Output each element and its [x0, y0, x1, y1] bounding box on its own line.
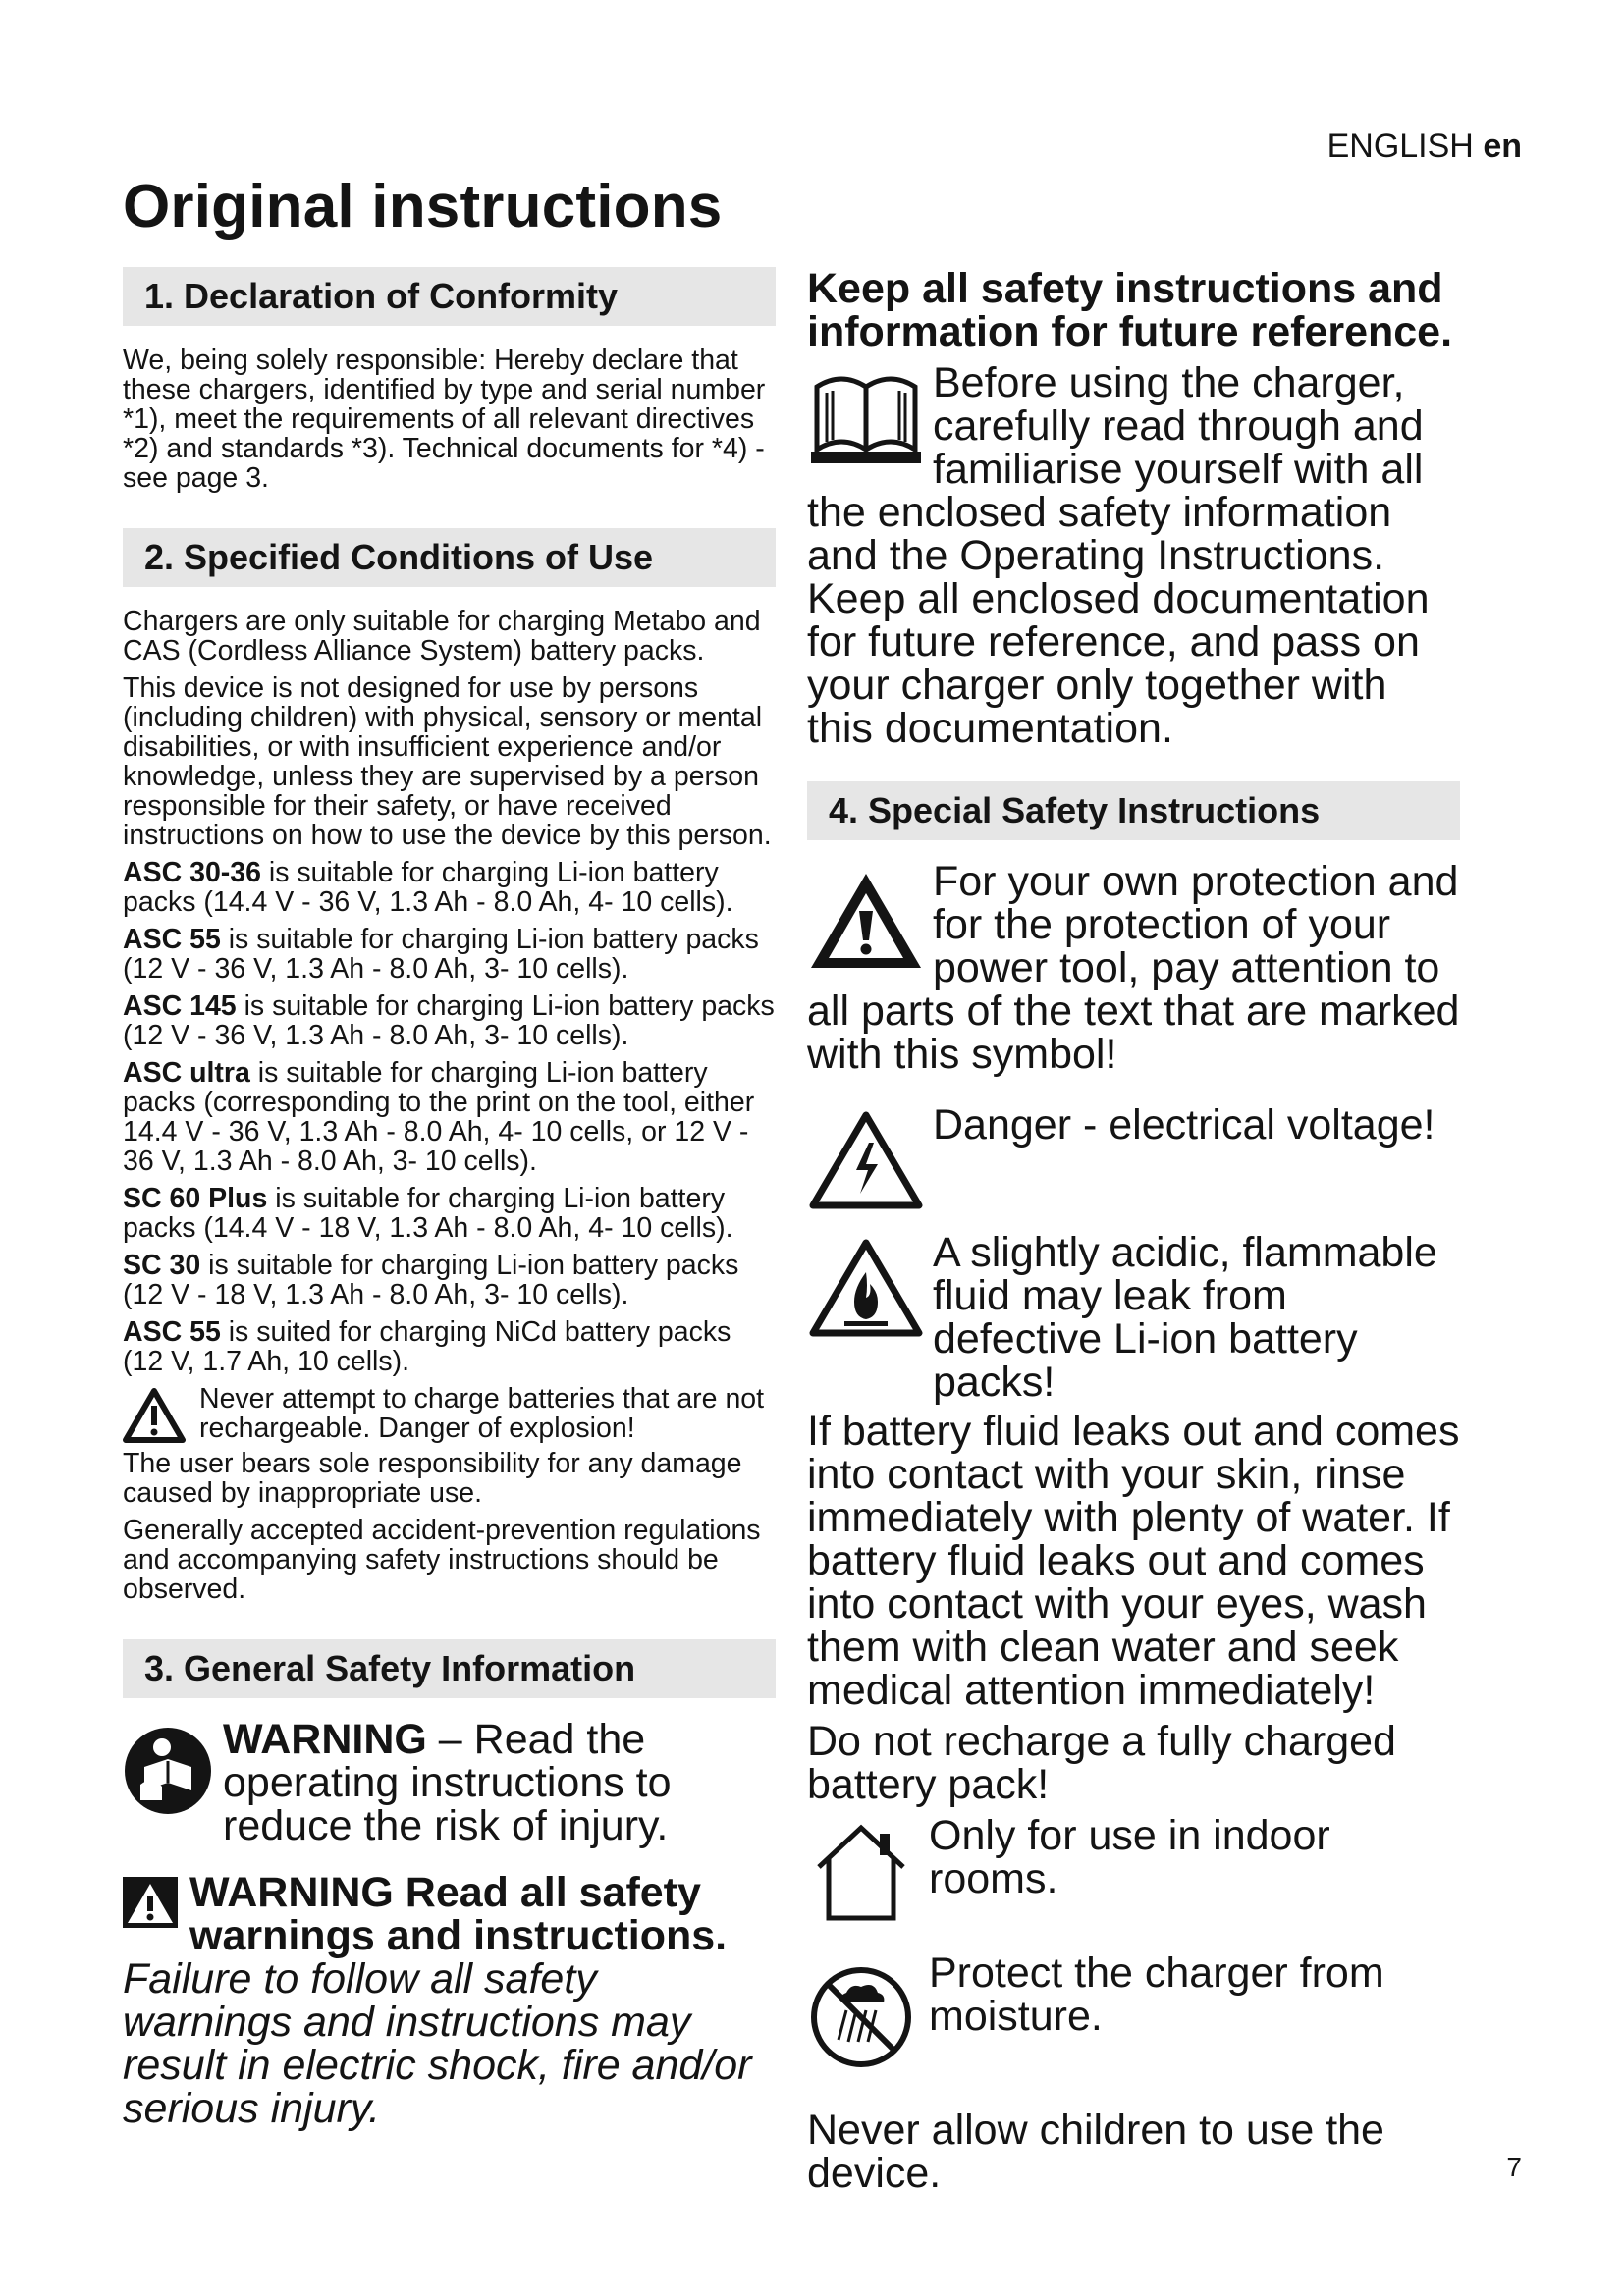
- moisture-block: [807, 1951, 1460, 2071]
- children-text: Never allow children to use the device.: [807, 2107, 1384, 2197]
- flammable-icon: [807, 1237, 925, 1339]
- language-label: ENGLISH: [1326, 128, 1474, 165]
- model-text: is suitable for charging Li-ion battery packs (corresponding to the print on the tool, either 14.4 V - 36 V, 1.3 Ah - 8.0 Ah, 4- 10 cells, or 12 V - 36 V, 1.3 Ah - 8.0 Ah, 3- 10 cells).: [123, 1057, 755, 1177]
- read-manual-icon: [123, 1726, 213, 1816]
- protection-block: [807, 860, 1460, 1076]
- declaration-text: We, being solely responsible: Hereby declare that these chargers, identified by type and serial number *1), meet the requirements of all relevant directives *2) and standards *3). Technical documents for *4) - see page 3.: [123, 345, 766, 494]
- conditions-paragraph-4: Generally accepted accident-prevention regulations and accompanying safety instructions should be observed.: [123, 1515, 761, 1605]
- left-column: [123, 267, 776, 2130]
- section-heading-general-safety: 3. General Safety Information: [123, 1639, 776, 1698]
- fluid-contact-text: If battery fluid leaks out and comes into contact with your skin, rinse immediately with plenty of water. If battery fluid leaks out and comes into contact with your eyes, wash them with clean water and seek medical attention immediately!: [807, 1408, 1460, 1714]
- non-rechargeable-warning: [123, 1384, 776, 1443]
- warning-triangle-icon: [123, 1388, 186, 1443]
- electric-voltage-icon: [807, 1109, 925, 1211]
- indoor-text: Only for use in indoor rooms.: [929, 1812, 1330, 1902]
- indoor-block: [807, 1814, 1460, 1926]
- model-name: SC 60 Plus: [123, 1183, 268, 1214]
- conditions-paragraph-1: Chargers are only suitable for charging Metabo and CAS (Cordless Alliance System) battery packs.: [123, 606, 761, 667]
- manual-book-icon: [807, 369, 925, 467]
- model-text: is suitable for charging Li-ion battery packs (12 V - 36 V, 1.3 Ah - 8.0 Ah, 3- 10 cells).: [123, 924, 759, 985]
- read-manual-warning: [123, 1718, 776, 1847]
- acid-block: [807, 1231, 1460, 1404]
- model-item: [123, 1317, 776, 1376]
- section-heading-special-safety: 4. Special Safety Instructions: [807, 781, 1460, 840]
- model-name: SC 30: [123, 1250, 201, 1281]
- indoor-house-icon: [807, 1818, 915, 1926]
- conditions-paragraph-3: The user bears sole responsibility for any damage caused by inappropriate use.: [123, 1448, 742, 1509]
- acid-text: A slightly acidic, flammable fluid may leak from defective Li-ion battery packs!: [933, 1229, 1437, 1406]
- model-name: ASC 55: [123, 1316, 221, 1348]
- model-text: is suitable for charging Li-ion battery packs (14.4 V - 36 V, 1.3 Ah - 8.0 Ah, 4- 10 cells).: [123, 857, 733, 918]
- model-name: ASC 30-36: [123, 857, 261, 888]
- model-item: [123, 858, 776, 917]
- language-indicator: [1327, 128, 1522, 166]
- no-moisture-icon: [807, 1963, 915, 2071]
- model-item: [123, 991, 776, 1050]
- read-all-warnings-heading: WARNING Read all safety warnings and instructions.: [189, 1869, 728, 1959]
- warning-triangle-icon: [807, 870, 925, 972]
- right-column: [807, 267, 1460, 2195]
- no-recharge-text: Do not recharge a fully charged battery pack!: [807, 1718, 1396, 1808]
- protection-text: For your own protection and for the protection of your power tool, pay attention to all parts of the text that are marked with this symbol!: [807, 858, 1460, 1078]
- read-manual-text: [223, 1718, 776, 1847]
- model-text: is suitable for charging Li-ion battery packs (12 V - 18 V, 1.3 Ah - 8.0 Ah, 3- 10 cells).: [123, 1250, 739, 1310]
- keep-instructions-heading: Keep all safety instructions and information for future reference.: [807, 265, 1453, 355]
- all-warnings-block: [123, 1871, 776, 2130]
- warning-note-text: Never attempt to charge batteries that are not rechargeable. Danger of explosion!: [199, 1383, 765, 1444]
- moisture-text: Protect the charger from moisture.: [929, 1949, 1384, 2040]
- model-item: [123, 925, 776, 984]
- language-code: en: [1483, 128, 1522, 165]
- page-title: Original instructions: [123, 173, 723, 240]
- model-text: is suited for charging NiCd battery packs (12 V, 1.7 Ah, 10 cells).: [123, 1316, 731, 1377]
- keep-instructions-text: Before using the charger, carefully read through and familiarise yourself with all the enclosed safety information and the Operating Instructions. Keep all enclosed documentation for future reference, and pass on your charger only together with this documentation.: [807, 359, 1430, 752]
- model-text: is suitable for charging Li-ion battery packs (12 V - 36 V, 1.3 Ah - 8.0 Ah, 3- 10 cells).: [123, 990, 775, 1051]
- keep-instructions-block: [807, 361, 1460, 750]
- model-name: ASC 55: [123, 924, 221, 955]
- model-name: ASC ultra: [123, 1057, 250, 1089]
- warning-text: – Read the operating instructions to reduce the risk of injury.: [223, 1716, 672, 1849]
- conditions-paragraph-2: This device is not designed for use by persons (including children) with physical, sensory or mental disabilities, or with insufficient experience and/or knowledge, unless they are supervised by a person responsible for their safety, or have received instructions on how to use the device by this person.: [123, 672, 772, 851]
- voltage-text: Danger - electrical voltage!: [933, 1101, 1435, 1148]
- section-heading-declaration: 1. Declaration of Conformity: [123, 267, 776, 326]
- voltage-block: [807, 1103, 1460, 1211]
- failure-consequence-text: Failure to follow all safety warnings and instructions may result in electric shock, fire and/or serious injury.: [123, 1955, 752, 2132]
- page-number: 7: [1506, 2152, 1522, 2182]
- warning-label: WARNING: [223, 1716, 427, 1763]
- warning-triangle-icon: [123, 1877, 178, 1928]
- model-text: is suitable for charging Li-ion battery packs (14.4 V - 18 V, 1.3 Ah - 8.0 Ah, 4- 10 cells).: [123, 1183, 733, 1244]
- model-name: ASC 145: [123, 990, 237, 1022]
- model-item: [123, 1251, 776, 1309]
- model-item: [123, 1184, 776, 1243]
- model-item: [123, 1058, 776, 1176]
- section-heading-conditions: 2. Specified Conditions of Use: [123, 528, 776, 587]
